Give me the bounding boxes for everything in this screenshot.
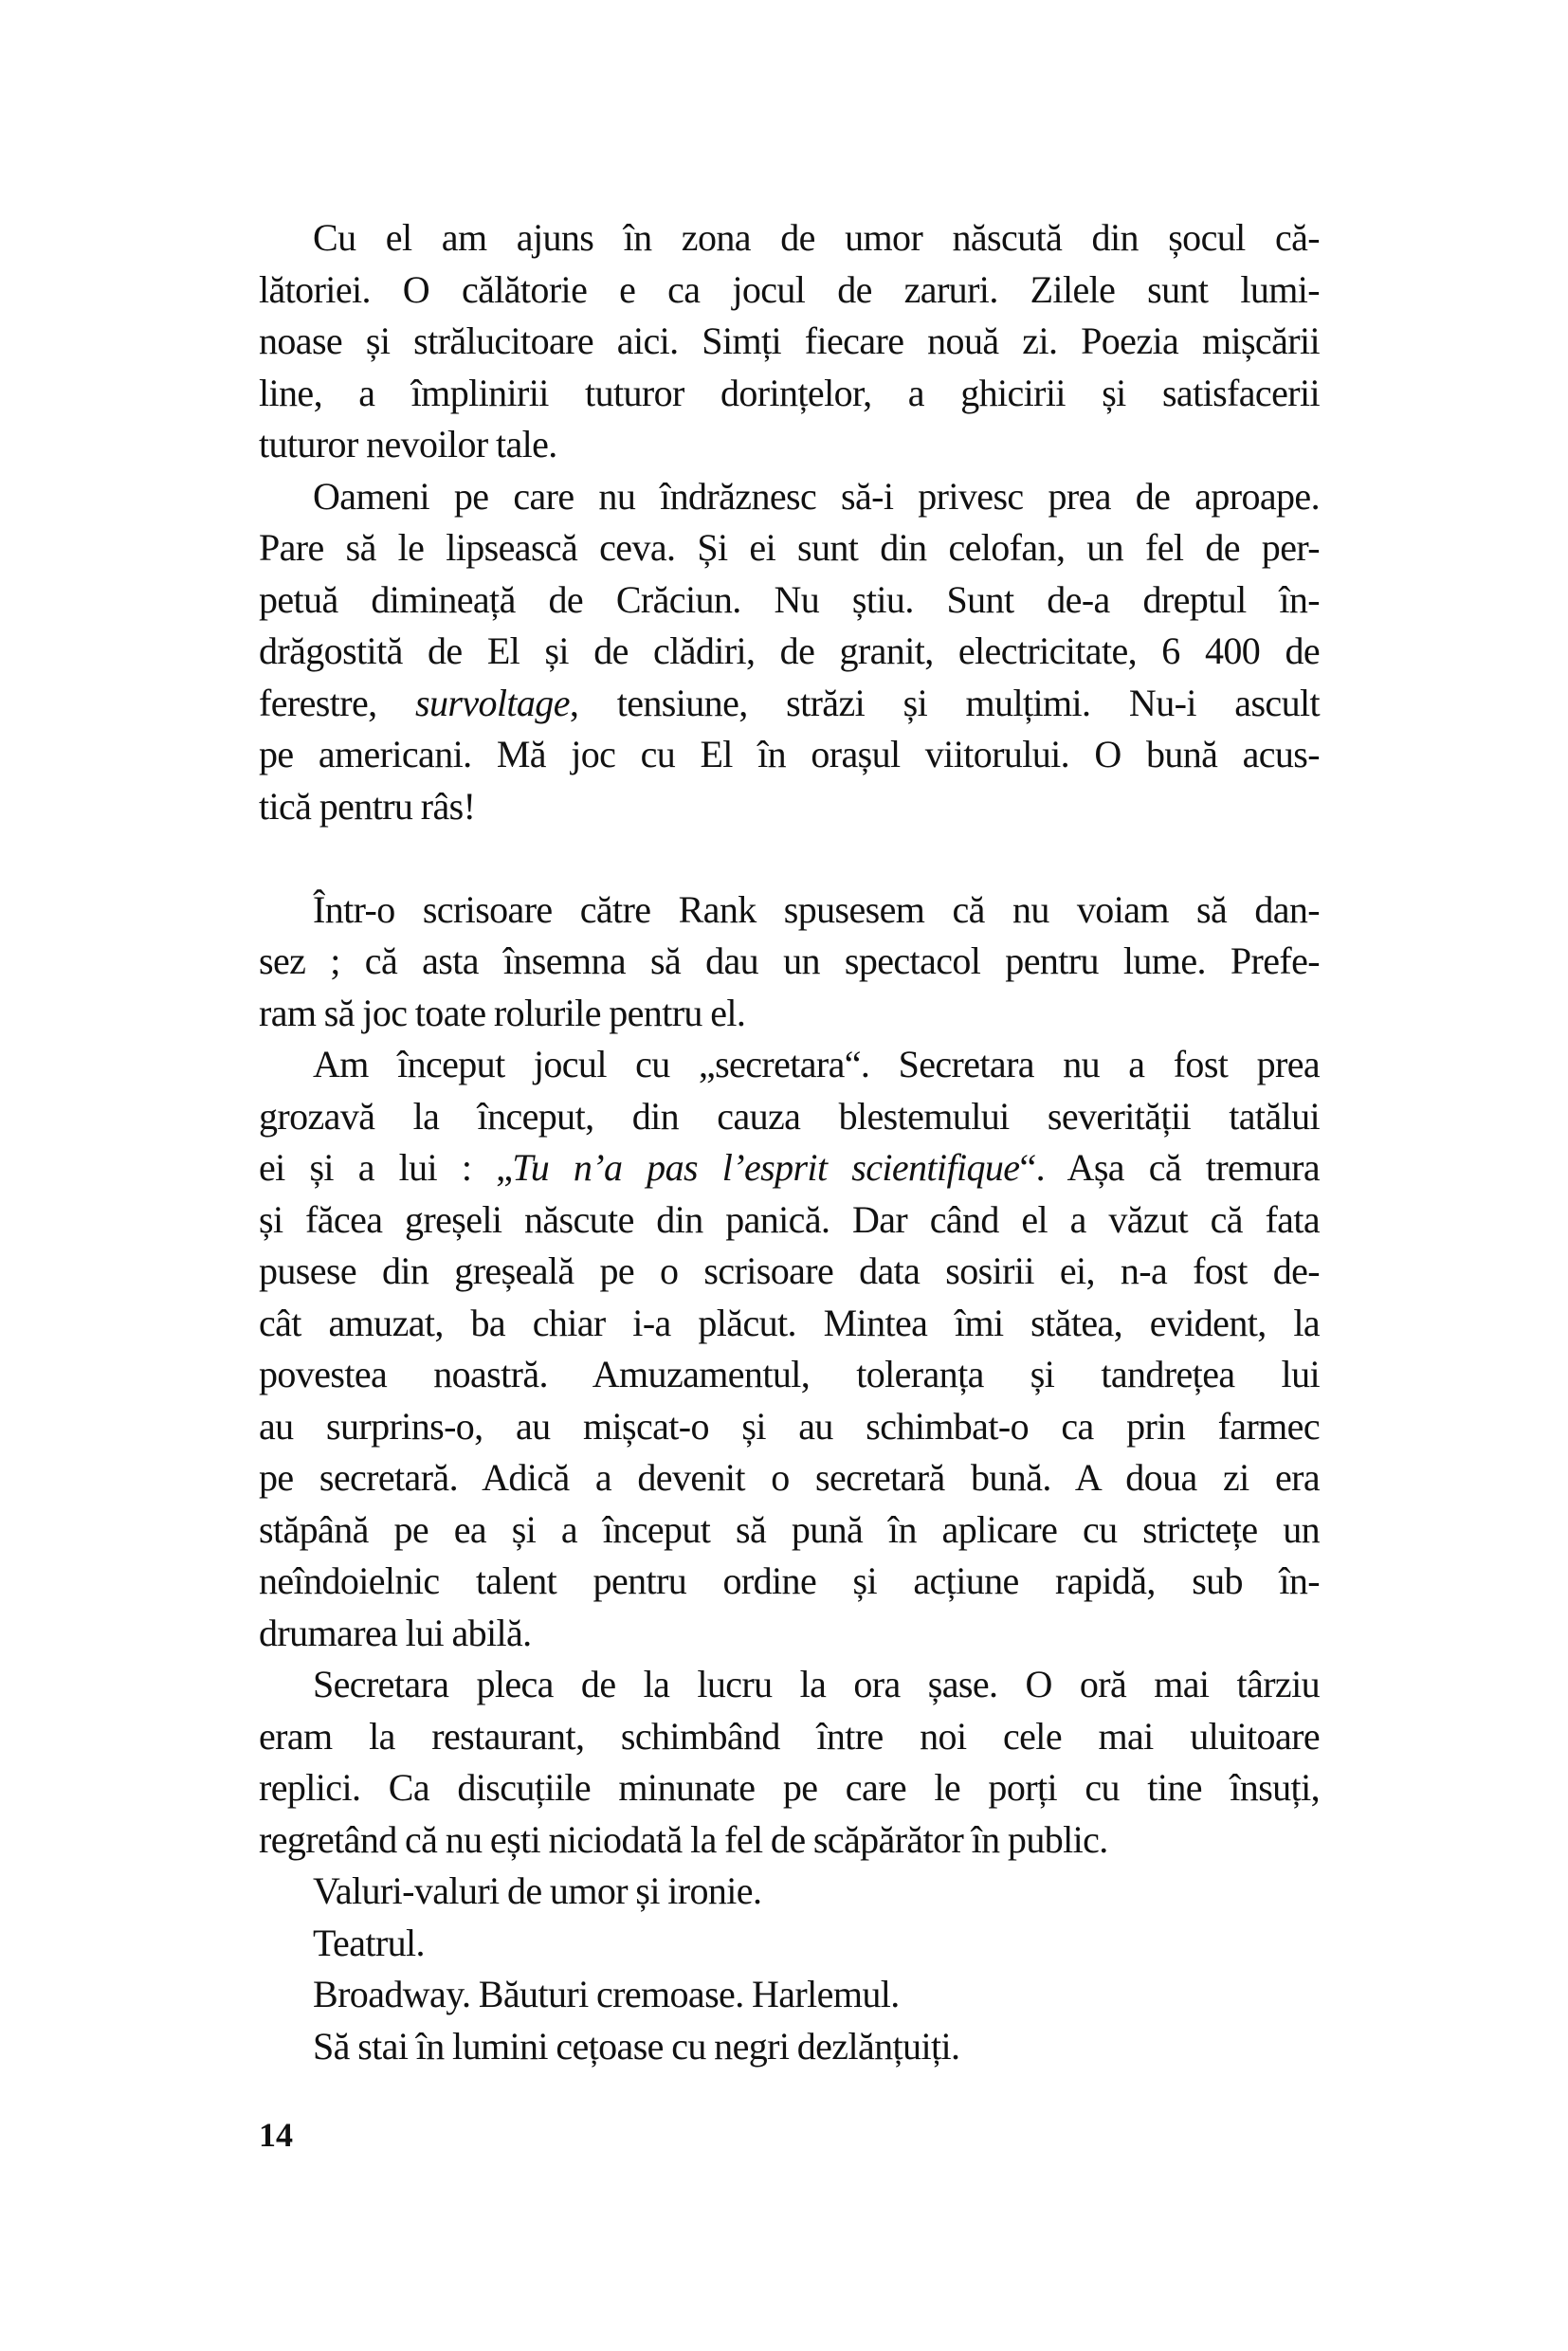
text-line: Am început jocul cu „secretara“. Secretara nu a fost prea [313,1043,1320,1085]
text-line: lătoriei. O călătorie e ca jocul de zaruri. Zilele sunt lumi- [259,267,1320,311]
text-line: pusese din greșeală pe o scrisoare data sosirii ei, n-a fost de- [259,1249,1320,1292]
text-line: pe secretară. Adică a devenit o secretară bună. A doua zi era [259,1456,1320,1499]
text-run: ferestre, [259,681,415,724]
page-number: 14 [259,2116,293,2154]
text-line: regretând că nu ești niciodată la fel de scăpărător în public. [259,1817,1108,1861]
text-line: stăpână pe ea și a început să pună în aplicare cu strictețe un [259,1507,1320,1551]
text-line: eram la restaurant, schimbând între noi cele mai uluitoare [259,1714,1320,1758]
text-line: Valuri-valuri de umor și ironie. [313,1869,762,1912]
text-line: Cu el am ajuns în zona de umor născută din șocul că- [313,216,1320,259]
text-line: și făcea greșeli născute din panică. Dar când el a văzut că fata [259,1197,1320,1241]
text-line: neîndoielnic talent pentru ordine și acțiune rapidă, sub în- [259,1559,1320,1602]
text-line: Pare să le lipsească ceva. Și ei sunt din celofan, un fel de per- [259,526,1320,569]
text-line: pe americani. Mă joc cu El în orașul viitorului. O bună acus- [259,733,1320,775]
text-line: Să stai în lumini cețoase cu negri dezlănțuiți. [313,2024,960,2068]
text-line: noase și strălucitoare aici. Simți fiecare nouă zi. Poezia mișcării [259,319,1320,362]
text-line: drumarea lui abilă. [259,1611,532,1654]
text-line [259,678,1320,730]
text-line: Secretara pleca de la lucru la ora șase. O oră mai târziu [313,1663,1320,1705]
text-line: Într-o scrisoare către Rank spusesem că nu voiam să dan- [313,887,1320,931]
text-line: grozavă la început, din cauza blestemului severității tatălui [259,1094,1320,1138]
text-line: sez ; că asta însemna să dau un spectacol pentru lume. Prefe- [259,939,1320,982]
text-line: ram să joc toate rolurile pentru el. [259,991,746,1034]
text-line: povestea noastră. Amuzamentul, toleranța și tandrețea lui [259,1353,1320,1395]
text-line: Oameni pe care nu îndrăznesc să-i privesc prea de aproape. [313,474,1320,518]
text-line: Teatrul. [313,1921,425,1964]
text-line: petuă dimineață de Crăciun. Nu știu. Sunt de-a dreptul în- [259,577,1320,621]
text-line: Broadway. Băuturi cremoase. Harlemul. [313,1973,900,2015]
body-text [259,212,1320,2072]
text-line [259,1142,1320,1194]
text-line: tică pentru râs! [259,784,476,828]
text-run: “. Așa că tremura [1019,1146,1320,1189]
text-run: ei și a lui : „ [259,1146,513,1189]
section-break [259,832,1320,884]
italic-quote: Tu n’a pas l’esprit scientifique [512,1146,1020,1189]
text-line: cât amuzat, ba chiar i-a plăcut. Mintea îmi stătea, evident, la [259,1301,1320,1344]
text-run: , tensiune, străzi și mulțimi. Nu-i ascult [569,681,1321,724]
italic-term: survoltage [414,681,570,724]
text-line: drăgostită de El și de clădiri, de granit, electricitate, 6 400 de [259,629,1320,672]
text-line: tuturor nevoilor tale. [259,423,557,465]
text-line: replici. Ca discuțiile minunate pe care le porți cu tine însuți, [259,1766,1320,1809]
text-line: au surprins-o, au mișcat-o și au schimbat-o ca prin farmec [259,1404,1320,1448]
text-line: line, a împlinirii tuturor dorințelor, a ghicirii și satisfacerii [259,371,1320,414]
